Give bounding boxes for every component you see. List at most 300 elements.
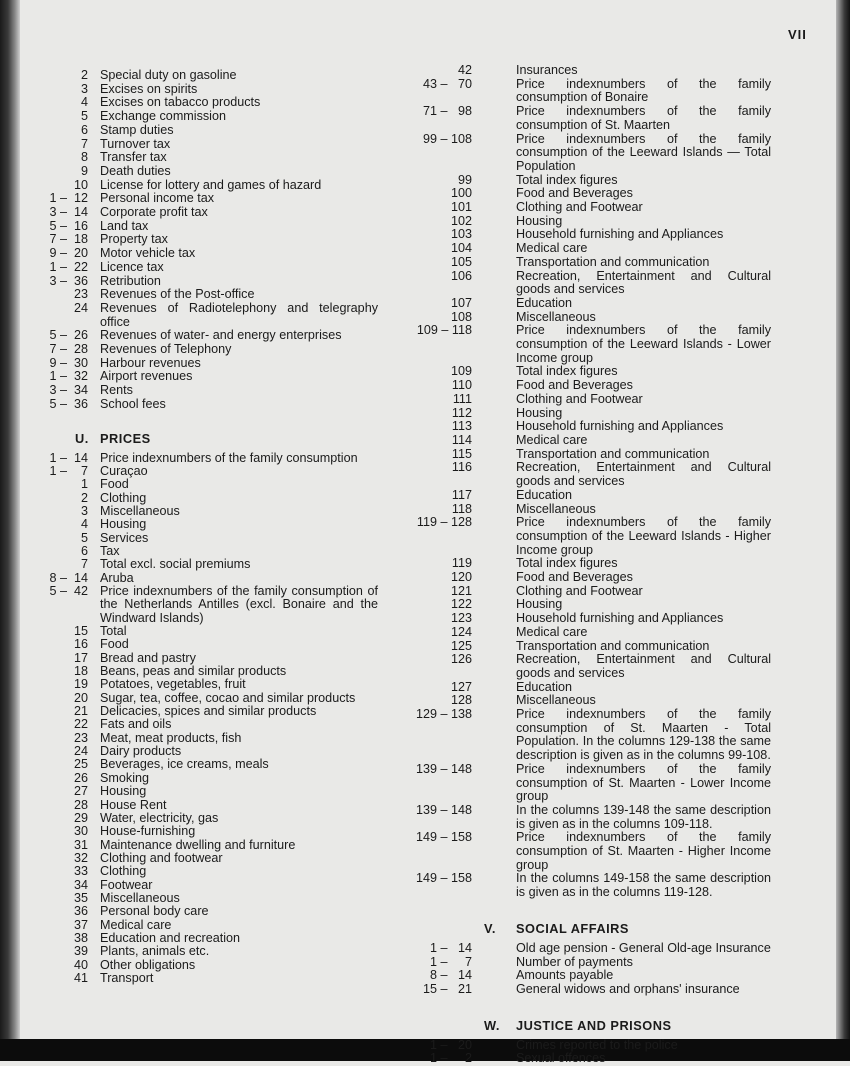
table-title: Miscellaneous <box>516 309 596 324</box>
column-number: 42 <box>457 63 472 77</box>
table-row <box>0 110 378 124</box>
column-number: 15 <box>73 624 88 639</box>
table-title: Transport <box>100 970 154 985</box>
table-title: Personal body care <box>100 904 209 919</box>
table-row <box>400 516 771 557</box>
table-row <box>400 708 771 763</box>
column-number: 1 – 7 <box>429 954 472 969</box>
column-number: 127 <box>450 679 472 694</box>
table-title: Recreation, Entertainment and Cultural goods and services <box>516 268 771 297</box>
table-row <box>400 215 771 229</box>
table-title: Delicacies, spices and similar products <box>100 704 317 719</box>
table-title: Excises on tabacco products <box>100 95 261 110</box>
table-row <box>400 585 771 599</box>
column-number: 2 <box>80 490 88 505</box>
table-title: Total index figures <box>516 172 618 187</box>
column-number: 34 <box>73 877 88 892</box>
left-column <box>0 69 378 985</box>
table-row <box>0 745 378 758</box>
table-title: Medical care <box>516 624 588 639</box>
column-number: 1 – 32 <box>49 369 88 384</box>
table-title: Clothing and Footwear <box>516 200 643 215</box>
table-row <box>400 270 771 297</box>
table-row <box>400 1052 771 1066</box>
table-row <box>0 892 378 905</box>
column-number: 7 – 28 <box>49 342 88 357</box>
social-affairs-list <box>400 942 771 997</box>
column-number: 23 <box>73 287 88 302</box>
column-number: 99 <box>457 172 472 187</box>
column-number: 71 – 98 <box>422 104 472 119</box>
column-number: 115 <box>451 446 472 461</box>
table-title: Price indexnumbers of the family consumption <box>100 450 358 465</box>
table-title: Fats and oils <box>100 717 172 732</box>
column-number: 5 – 16 <box>49 218 88 233</box>
table-row <box>0 247 378 261</box>
section-heading-social-affairs: V. SOCIAL AFFAIRS <box>484 920 629 936</box>
section-heading-justice: W. JUSTICE AND PRISONS <box>484 1017 672 1033</box>
table-row <box>0 785 378 798</box>
table-title: Total excl. social premiums <box>100 557 251 572</box>
column-number: 33 <box>73 864 88 879</box>
table-title: Food <box>100 637 129 652</box>
table-row <box>0 718 378 731</box>
table-title: Meat, meat products, fish <box>100 730 242 745</box>
table-title: License for lottery and games of hazard <box>100 177 322 192</box>
table-title: Price indexnumbers of the family consumption of the Leeward Islands - Higher Income group <box>516 515 771 557</box>
table-title: Revenues of Radiotelephony and telegraphy office <box>100 300 378 329</box>
table-row <box>0 545 378 558</box>
column-number: 26 <box>73 770 88 785</box>
table-row <box>0 905 378 918</box>
table-row <box>0 772 378 785</box>
table-row <box>400 489 771 503</box>
table-title: Clothing <box>100 864 147 879</box>
table-title: Housing <box>100 517 147 532</box>
column-number: 104 <box>450 241 472 256</box>
table-title: Services <box>100 530 149 545</box>
table-row <box>0 585 378 625</box>
table-title: House Rent <box>100 797 167 812</box>
table-row <box>0 233 378 247</box>
column-number: 30 <box>73 824 88 839</box>
table-title: Tax <box>100 543 120 558</box>
table-row <box>0 83 378 97</box>
table-row <box>400 256 771 270</box>
table-title: Food and Beverages <box>516 186 633 201</box>
column-number: 29 <box>73 810 88 825</box>
table-title: Medical care <box>100 917 172 932</box>
table-title: Land tax <box>100 218 149 233</box>
table-title: Exchange commission <box>100 109 226 124</box>
column-number: 24 <box>73 744 88 759</box>
right-column <box>400 64 771 1066</box>
column-number: 120 <box>450 570 472 585</box>
column-number: 101 <box>450 200 472 215</box>
column-number: 5 – 26 <box>49 328 88 343</box>
column-number: 5 <box>80 109 88 124</box>
table-row <box>400 324 771 365</box>
table-title: Beans, peas and similar products <box>100 664 287 679</box>
table-row <box>0 124 378 138</box>
column-number: 108 <box>450 309 472 324</box>
table-row <box>0 799 378 812</box>
table-title: Price indexnumbers of the family consumption of the Leeward Islands — Total Population <box>516 131 771 173</box>
column-number: 43 – 70 <box>422 76 472 91</box>
table-title: Excises on spirits <box>100 81 198 96</box>
column-number: 1 – 20 <box>429 1037 472 1052</box>
column-number: 102 <box>450 213 472 228</box>
page-number: VII <box>788 27 807 42</box>
column-number: 18 <box>73 664 88 679</box>
table-row <box>400 407 771 421</box>
table-row <box>0 465 378 478</box>
column-number: 39 <box>73 944 88 959</box>
table-title: Revenues of the Post-office <box>100 287 255 302</box>
table-title: Sugar, tea, coffee, cocao and similar products <box>100 690 356 705</box>
table-row <box>0 138 378 152</box>
column-number: 117 <box>451 487 472 502</box>
table-row <box>0 825 378 838</box>
column-number: 6 <box>80 543 88 558</box>
table-row <box>0 625 378 638</box>
column-number: 139 – 148 <box>415 802 472 817</box>
column-number: 1 – 2 <box>429 1051 472 1066</box>
column-number: 7 <box>80 557 88 572</box>
column-number: 24 <box>73 300 88 315</box>
table-title: Insurances <box>516 63 578 77</box>
table-title: Footwear <box>100 877 153 892</box>
table-title: Household furnishing and Appliances <box>516 419 724 434</box>
table-title: Food <box>100 477 129 492</box>
column-number: 19 <box>73 677 88 692</box>
table-title: Sexual offences <box>516 1051 606 1066</box>
table-title: Motor vehicle tax <box>100 246 196 261</box>
table-title: Transportation and communication <box>516 254 710 269</box>
table-row <box>400 763 771 804</box>
column-number: 37 <box>73 917 88 932</box>
column-number: 16 <box>73 637 88 652</box>
table-title: Education <box>516 679 573 694</box>
table-title: Medical care <box>516 241 588 256</box>
column-number: 149 – 158 <box>415 871 472 886</box>
column-number: 28 <box>73 797 88 812</box>
table-title: Price indexnumbers of the family consumption of St. Maarten - Higher Income group <box>516 830 771 872</box>
table-row <box>400 133 771 174</box>
table-title: Potatoes, vegetables, fruit <box>100 677 246 692</box>
table-title: Amounts payable <box>516 968 614 983</box>
column-number: 2 <box>80 68 88 82</box>
table-row <box>0 151 378 165</box>
column-number: 149 – 158 <box>415 830 472 845</box>
prices-list-continued <box>400 64 771 900</box>
table-row <box>0 692 378 705</box>
table-title: Price indexnumbers of the family consumption of St. Maarten <box>516 104 771 132</box>
table-title: Corporate profit tax <box>100 205 208 220</box>
table-title: Special duty on gasoline <box>100 68 237 82</box>
table-title: Total index figures <box>516 556 618 571</box>
page-edge <box>836 0 850 1061</box>
column-number: 129 – 138 <box>415 707 472 722</box>
table-title: Revenues of water- and energy enterprises <box>100 328 342 343</box>
table-row <box>400 681 771 695</box>
table-row <box>400 174 771 188</box>
column-number: 9 <box>80 163 88 178</box>
table-title: Maintenance dwelling and furniture <box>100 837 296 852</box>
table-title: Price indexnumbers of the family consumption of St. Maarten - Lower Income group <box>516 761 771 804</box>
table-row <box>0 959 378 972</box>
table-row <box>400 626 771 640</box>
table-row <box>400 434 771 448</box>
column-number: 8 <box>80 150 88 165</box>
column-number: 21 <box>73 704 88 719</box>
table-row <box>0 852 378 865</box>
column-number: 118 <box>451 501 472 516</box>
table-title: Price indexnumbers of the family consumption of the Netherlands Antilles (excl. Bonaire and the Windward Islands) <box>100 584 378 625</box>
table-title: Recreation, Entertainment and Cultural goods and services <box>516 652 771 680</box>
table-title: Total index figures <box>516 364 618 379</box>
column-number: 25 <box>73 757 88 772</box>
table-row <box>0 343 378 357</box>
table-row <box>400 831 771 872</box>
column-number: 106 <box>450 268 472 283</box>
table-row <box>0 96 378 110</box>
table-title: Death duties <box>100 163 171 178</box>
column-number: 17 <box>73 650 88 665</box>
column-number: 125 <box>450 638 472 653</box>
column-number: 1 – 12 <box>49 191 88 206</box>
table-title: Housing <box>516 213 563 228</box>
column-number: 27 <box>73 784 88 799</box>
column-number: 7 <box>80 136 88 151</box>
table-title: Transportation and communication <box>516 638 710 653</box>
table-row <box>400 983 771 997</box>
table-row <box>0 758 378 771</box>
table-title: Food and Beverages <box>516 378 633 393</box>
table-title: Housing <box>516 405 563 420</box>
table-title: Miscellaneous <box>516 693 596 708</box>
table-row <box>400 557 771 571</box>
column-number: 3 <box>80 503 88 518</box>
table-row <box>0 370 378 384</box>
table-row <box>0 398 378 412</box>
column-number: 3 – 34 <box>49 383 88 398</box>
table-row <box>0 678 378 691</box>
table-row <box>0 532 378 545</box>
column-number: 8 – 14 <box>49 570 88 585</box>
table-row <box>0 288 378 302</box>
column-number: 4 <box>80 517 88 532</box>
table-row <box>0 638 378 651</box>
table-title: Plants, animals etc. <box>100 944 210 959</box>
table-title: Medical care <box>516 432 588 447</box>
table-row <box>0 179 378 193</box>
column-number: 20 <box>73 690 88 705</box>
table-title: Price indexnumbers of the family consumption of St. Maarten - Total Population. In the columns 129-138 the same description is given as in the columns 99-108. <box>516 707 771 763</box>
table-row <box>0 261 378 275</box>
table-title: In the columns 149-158 the same description is given as in the columns 119-128. <box>516 871 771 900</box>
table-title: Smoking <box>100 770 149 785</box>
table-row <box>400 78 771 105</box>
column-number: 4 <box>80 95 88 110</box>
table-title: Old age pension - General Old-age Insurance <box>516 940 771 955</box>
table-title: Housing <box>100 784 147 799</box>
column-number: 119 – 128 <box>416 515 472 530</box>
table-row <box>0 652 378 665</box>
column-number: 112 <box>451 405 472 420</box>
column-number: 1 <box>80 477 88 492</box>
column-number: 1 – 14 <box>49 450 88 465</box>
table-title: Price indexnumbers of the family consumption of Bonaire <box>516 76 771 105</box>
table-row <box>0 192 378 206</box>
table-row <box>0 302 378 329</box>
column-number: 107 <box>450 295 472 310</box>
table-row <box>400 393 771 407</box>
table-title: Education and recreation <box>100 930 241 945</box>
column-number: 105 <box>450 254 472 269</box>
column-number: 119 <box>451 556 472 571</box>
table-title: Clothing and Footwear <box>516 391 643 406</box>
table-title: Dairy products <box>100 744 182 759</box>
table-row <box>400 503 771 517</box>
column-number: 128 <box>450 693 472 708</box>
table-row <box>400 311 771 325</box>
column-number: 22 <box>73 717 88 732</box>
table-row <box>0 812 378 825</box>
column-number: 31 <box>73 837 88 852</box>
column-number: 1 – 7 <box>49 463 88 478</box>
table-row <box>0 505 378 518</box>
table-title: Transportation and communication <box>516 446 710 461</box>
column-number: 139 – 148 <box>415 761 472 776</box>
table-row <box>400 297 771 311</box>
column-number: 126 <box>450 652 472 667</box>
column-number: 15 – 21 <box>422 982 472 996</box>
table-row <box>400 448 771 462</box>
table-title: Retribution <box>100 273 161 288</box>
column-number: 41 <box>73 970 88 985</box>
table-title: Aruba <box>100 570 134 585</box>
table-row <box>0 357 378 371</box>
table-row <box>0 452 378 465</box>
column-number: 1 – 14 <box>429 940 472 955</box>
table-row <box>400 956 771 970</box>
column-number: 110 <box>451 378 472 393</box>
table-title: Revenues of Telephony <box>100 342 232 357</box>
column-number: 123 <box>450 611 472 626</box>
column-number: 122 <box>450 597 472 612</box>
table-title: Beverages, ice creams, meals <box>100 757 269 772</box>
table-row <box>400 804 771 831</box>
table-row <box>0 518 378 531</box>
table-row <box>400 461 771 488</box>
column-number: 10 <box>73 177 88 192</box>
table-title: House-furnishing <box>100 824 196 839</box>
table-title: Transfer tax <box>100 150 167 165</box>
table-title: Clothing <box>100 490 147 505</box>
column-number: 3 – 36 <box>49 273 88 288</box>
column-number: 100 <box>450 186 472 201</box>
table-row <box>400 201 771 215</box>
table-row <box>400 640 771 654</box>
table-title: Personal income tax <box>100 191 215 206</box>
table-title: Property tax <box>100 232 168 247</box>
table-title: Household furnishing and Appliances <box>516 611 724 626</box>
table-title: Number of payments <box>516 954 633 969</box>
table-title: Total <box>100 624 127 639</box>
table-row <box>0 478 378 491</box>
column-number: 23 <box>73 730 88 745</box>
table-row <box>400 598 771 612</box>
table-row <box>400 64 771 78</box>
table-row <box>400 228 771 242</box>
table-row <box>0 705 378 718</box>
table-row <box>400 969 771 983</box>
column-number: 9 – 30 <box>49 355 88 370</box>
table-title: Education <box>516 487 573 502</box>
table-title: Airport revenues <box>100 369 193 384</box>
column-number: 124 <box>450 624 472 639</box>
table-title: Housing <box>516 597 563 612</box>
column-number: 103 <box>450 227 472 242</box>
prices-list <box>0 452 378 986</box>
table-title: Bread and pastry <box>100 650 196 665</box>
table-row <box>400 105 771 132</box>
table-title: Water, electricity, gas <box>100 810 219 825</box>
table-row <box>400 612 771 626</box>
column-number: 8 – 14 <box>429 968 472 983</box>
taxes-list <box>0 69 378 412</box>
table-title: Crimes reported to the police <box>516 1037 678 1052</box>
column-number: 40 <box>73 957 88 972</box>
column-number: 121 <box>450 583 472 598</box>
table-row <box>400 365 771 379</box>
column-number: 116 <box>451 460 472 475</box>
table-row <box>0 919 378 932</box>
column-number: 38 <box>73 930 88 945</box>
column-number: 3 – 14 <box>49 205 88 220</box>
table-title: Other obligations <box>100 957 196 972</box>
table-row <box>0 865 378 878</box>
table-row <box>0 69 378 83</box>
table-row <box>400 420 771 434</box>
table-row <box>0 384 378 398</box>
column-number: 99 – 108 <box>422 131 472 146</box>
table-row <box>0 206 378 220</box>
table-title: Household furnishing and Appliances <box>516 227 724 242</box>
column-number: 5 – 42 <box>49 584 88 599</box>
table-row <box>400 242 771 256</box>
table-title: In the columns 139-148 the same description is given as in the columns 109-118. <box>516 802 771 831</box>
table-row <box>400 872 771 899</box>
table-row <box>400 694 771 708</box>
table-title: Licence tax <box>100 259 164 274</box>
column-number: 32 <box>73 850 88 865</box>
table-row <box>0 972 378 985</box>
table-title: Miscellaneous <box>516 501 596 516</box>
table-row <box>400 942 771 956</box>
table-title: Clothing and footwear <box>100 850 223 865</box>
justice-list <box>400 1039 771 1066</box>
table-title: Miscellaneous <box>100 890 180 905</box>
column-number: 36 <box>73 904 88 919</box>
column-number: 109 <box>450 364 472 379</box>
table-title: Turnover tax <box>100 136 171 151</box>
table-row <box>0 329 378 343</box>
table-row <box>0 665 378 678</box>
table-title: Harbour revenues <box>100 355 201 370</box>
table-title: Miscellaneous <box>100 503 180 518</box>
